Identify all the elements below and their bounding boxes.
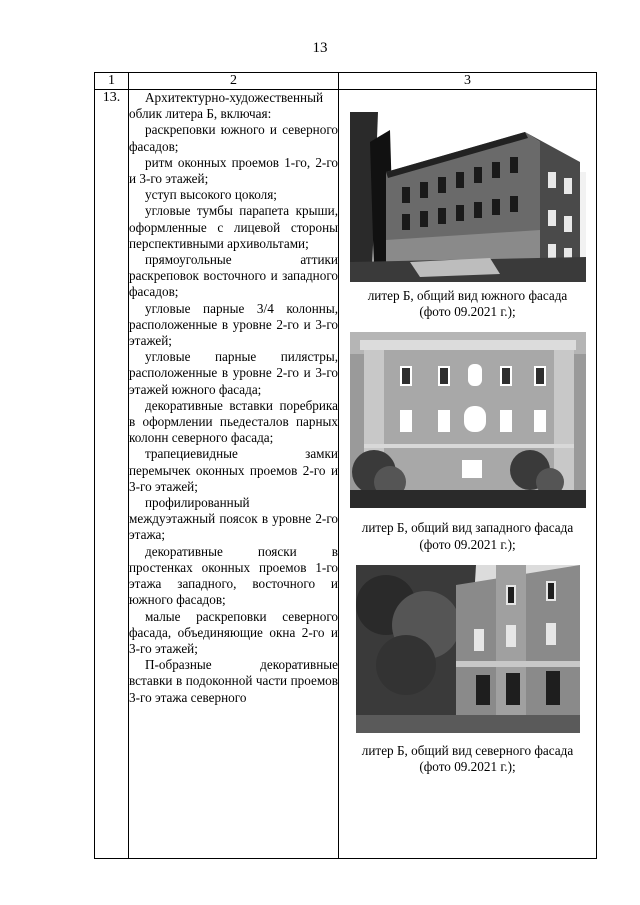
photo-caption: литер Б, общий вид южного фасада	[367, 288, 568, 303]
table-row	[95, 90, 597, 859]
list-item: Архитектурно-художественный облик литера Б, включая:	[129, 90, 324, 122]
photo-west-facade	[350, 332, 586, 508]
list-item: раскреповки южного и северного фасадов;	[129, 122, 338, 154]
photo-south-facade	[350, 112, 586, 282]
table-header-row	[95, 73, 597, 90]
list-item: трапециевидные замки перемычек оконных проемов 2-го и 3-го этажей;	[129, 446, 338, 494]
photo-caption: литер Б, общий вид западного фасада	[361, 520, 574, 536]
list-item: малые раскреповки северного фасада, объединяющие окна 2-го и 3-го этажей;	[129, 608, 338, 656]
header-col-2: 2	[129, 73, 339, 90]
list-item: декоративные пояски в простенках оконных проемов 1-го этажа западного, восточного и южного фасадов;	[129, 543, 338, 608]
list-item: профилированный междуэтажный поясок в уровне 2-го этажа;	[129, 495, 338, 543]
row-photos	[339, 90, 597, 859]
list-item: угловые тумбы парапета крыши, оформленные с лицевой стороны перспективными архивольтами;	[129, 203, 338, 251]
header-col-3: 3	[339, 73, 597, 90]
list-item: прямоугольные аттики раскреповок восточного и западного фасадов;	[129, 252, 338, 300]
photo-block-north	[339, 553, 596, 775]
list-item: ритм оконных проемов 1-го, 2-го и 3-го этажей;	[129, 154, 338, 187]
row-description	[129, 90, 339, 859]
monument-table	[94, 72, 597, 859]
header-col-1: 1	[95, 73, 129, 90]
photo-north-facade	[356, 565, 580, 733]
list-item: декоративные вставки поребрика в оформлении пьедесталов парных колонн северного фасада;	[129, 397, 338, 446]
photo-date: (фото 09.2021 г.);	[419, 759, 516, 775]
photo-date: (фото 09.2021 г.);	[419, 304, 516, 320]
photo-block-west	[339, 320, 596, 552]
list-item: уступ высокого цоколя;	[145, 187, 277, 203]
list-item: угловые парные 3/4 колонны, расположенные в уровне 2-го и 3-го этажей;	[129, 300, 338, 349]
photo-caption: литер Б, общий вид северного фасада	[361, 742, 574, 758]
list-item: угловые парные пилястры, расположенные в уровне 2-го и 3-го этажей южного фасада;	[129, 349, 338, 397]
photo-date: (фото 09.2021 г.);	[419, 536, 516, 552]
page-number: 13	[312, 40, 328, 56]
photo-block-south	[339, 90, 596, 320]
list-item: П-образные декоративные вставки в подоконной части проемов 3-го этажа северного	[129, 657, 338, 705]
row-number: 13.	[95, 90, 129, 859]
